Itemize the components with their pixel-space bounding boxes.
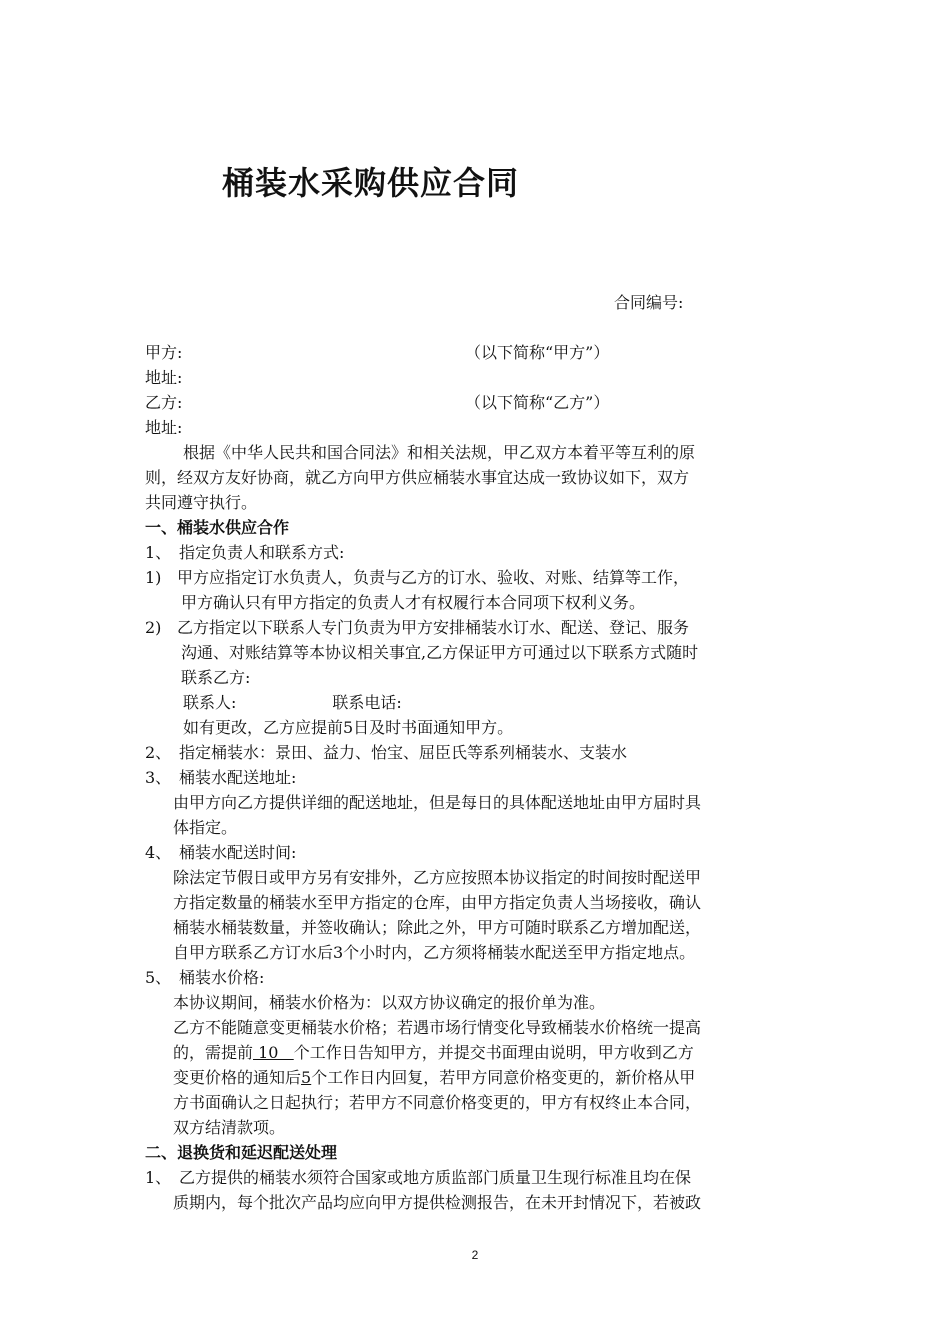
s1-sub-1-num: 1) [145, 568, 162, 587]
reply-days-value: 5 [301, 1068, 312, 1087]
contact-person-label: 联系人: [183, 693, 237, 712]
s1-sub-1-text-1: 甲方应指定订水负责人，负责与乙方的订水、验收、对账、结算等工作， [177, 568, 690, 587]
s1-item-2-text: 指定桶装水：景田、益力、怡宝、屈臣氏等系列桶装水、支装水 [179, 743, 628, 762]
s1-item-2 [145, 740, 810, 765]
reply-text-pre: 变更价格的通知后 [173, 1068, 302, 1087]
s1-sub-1-line-2: 甲方确认只有甲方指定的负责人才有权履行本合同项下权利义务。 [181, 593, 646, 612]
s1-item-4-line-2: 方指定数量的桶装水至甲方指定的仓库，由甲方指定负责人当场接收，确认 [173, 893, 702, 912]
s1-sub-2-line-3: 联系乙方: [181, 668, 251, 687]
document-title: 桶装水采购供应合同 [222, 164, 520, 202]
s1-sub-2-text-1: 乙方指定以下联系人专门负责为甲方安排桶装水订水、配送、登记、服务 [177, 618, 690, 637]
s2-item-1-num: 1、 [145, 1168, 172, 1187]
s1-sub-1-line-1 [145, 565, 810, 590]
s1-item-3-line-2: 体指定。 [173, 818, 238, 837]
preamble-line-1: 根据《中华人民共和国合同法》和相关法规，甲乙双方本着平等互利的原 [183, 443, 696, 462]
s1-item-4-text: 桶装水配送时间: [179, 843, 297, 862]
contact-line [145, 690, 810, 715]
s1-item-5-line-2: 乙方不能随意变更桶装水价格；若遇市场行情变化导致桶装水价格统一提高 [173, 1018, 702, 1037]
s1-sub-2-line-1 [145, 615, 810, 640]
reply-text-post: 个工作日内回复，若甲方同意价格变更的，新价格从甲 [311, 1068, 696, 1087]
page-number: 2 [471, 1248, 479, 1262]
s1-item-3-num: 3、 [145, 768, 172, 787]
notice-text-post: 个工作日告知甲方，并提交书面理由说明，甲方收到乙方 [293, 1043, 694, 1062]
s2-item-1 [145, 1165, 810, 1190]
party-a-line [145, 340, 810, 365]
party-a-label: 甲方: [145, 343, 183, 362]
s1-item-5-line-3 [145, 1040, 810, 1065]
s1-item-5-line-1: 本协议期间，桶装水价格为：以双方协议确定的报价单为准。 [173, 993, 606, 1012]
party-a-note: （以下简称“甲方”） [465, 343, 610, 362]
s1-item-4-line-3: 桶装水桶装数量，并签收确认；除此之外，甲方可随时联系乙方增加配送， [173, 918, 702, 937]
s1-item-1-text: 指定负责人和联系方式: [179, 543, 345, 562]
s1-item-5-line-6: 双方结清款项。 [173, 1118, 286, 1137]
s1-item-3 [145, 765, 810, 790]
s1-sub-2-num: 2) [145, 618, 162, 637]
s2-item-1-text-1: 乙方提供的桶装水须符合国家或地方质监部门质量卫生现行标准且均在保 [179, 1168, 692, 1187]
s1-item-5 [145, 965, 810, 990]
s1-item-4 [145, 840, 810, 865]
contract-number-label: 合同编号: [614, 293, 684, 312]
party-b-line [145, 390, 810, 415]
contact-phone-label: 联系电话: [332, 693, 402, 712]
contract-body [145, 340, 810, 1215]
s1-item-1 [145, 540, 810, 565]
preamble-line-3: 共同遵守执行。 [145, 493, 258, 512]
s1-item-4-num: 4、 [145, 843, 172, 862]
party-a-address: 地址: [145, 368, 183, 387]
s1-item-3-line-1: 由甲方向乙方提供详细的配送地址，但是每日的具体配送地址由甲方届时具 [173, 793, 702, 812]
party-b-label: 乙方: [145, 393, 183, 412]
notice-days-value: 10 [253, 1043, 294, 1062]
party-b-address: 地址: [145, 418, 183, 437]
s1-item-1-num: 1、 [145, 543, 172, 562]
s1-item-4-line-1: 除法定节假日或甲方另有安排外，乙方应按照本协议指定的时间按时配送甲 [173, 868, 702, 887]
s1-sub-2-line-2: 沟通、对账结算等本协议相关事宜,乙方保证甲方可通过以下联系方式随时 [181, 643, 699, 662]
party-b-note: （以下简称“乙方”） [465, 393, 610, 412]
s1-item-3-text: 桶装水配送地址: [179, 768, 297, 787]
s1-item-5-line-5: 方书面确认之日起执行；若甲方不同意价格变更的，甲方有权终止本合同， [173, 1093, 702, 1112]
preamble-line-2: 则，经双方友好协商，就乙方向甲方供应桶装水事宜达成一致协议如下，双方 [145, 468, 690, 487]
change-note: 如有更改，乙方应提前5日及时书面通知甲方。 [183, 718, 514, 737]
section-2-heading: 二、退换货和延迟配送处理 [145, 1143, 338, 1162]
notice-text-pre: 的，需提前 [173, 1043, 254, 1062]
s1-item-5-text: 桶装水价格: [179, 968, 265, 987]
section-1-heading: 一、桶装水供应合作 [145, 518, 290, 537]
s2-item-1-line-2: 质期内，每个批次产品均应向甲方提供检测报告，在未开封情况下，若被政 [173, 1193, 702, 1212]
s1-item-5-line-4 [145, 1065, 810, 1090]
s1-item-4-line-4: 自甲方联系乙方订水后3个小时内，乙方须将桶装水配送至甲方指定地点。 [173, 943, 696, 962]
s1-item-2-num: 2、 [145, 743, 172, 762]
s1-item-5-num: 5、 [145, 968, 172, 987]
